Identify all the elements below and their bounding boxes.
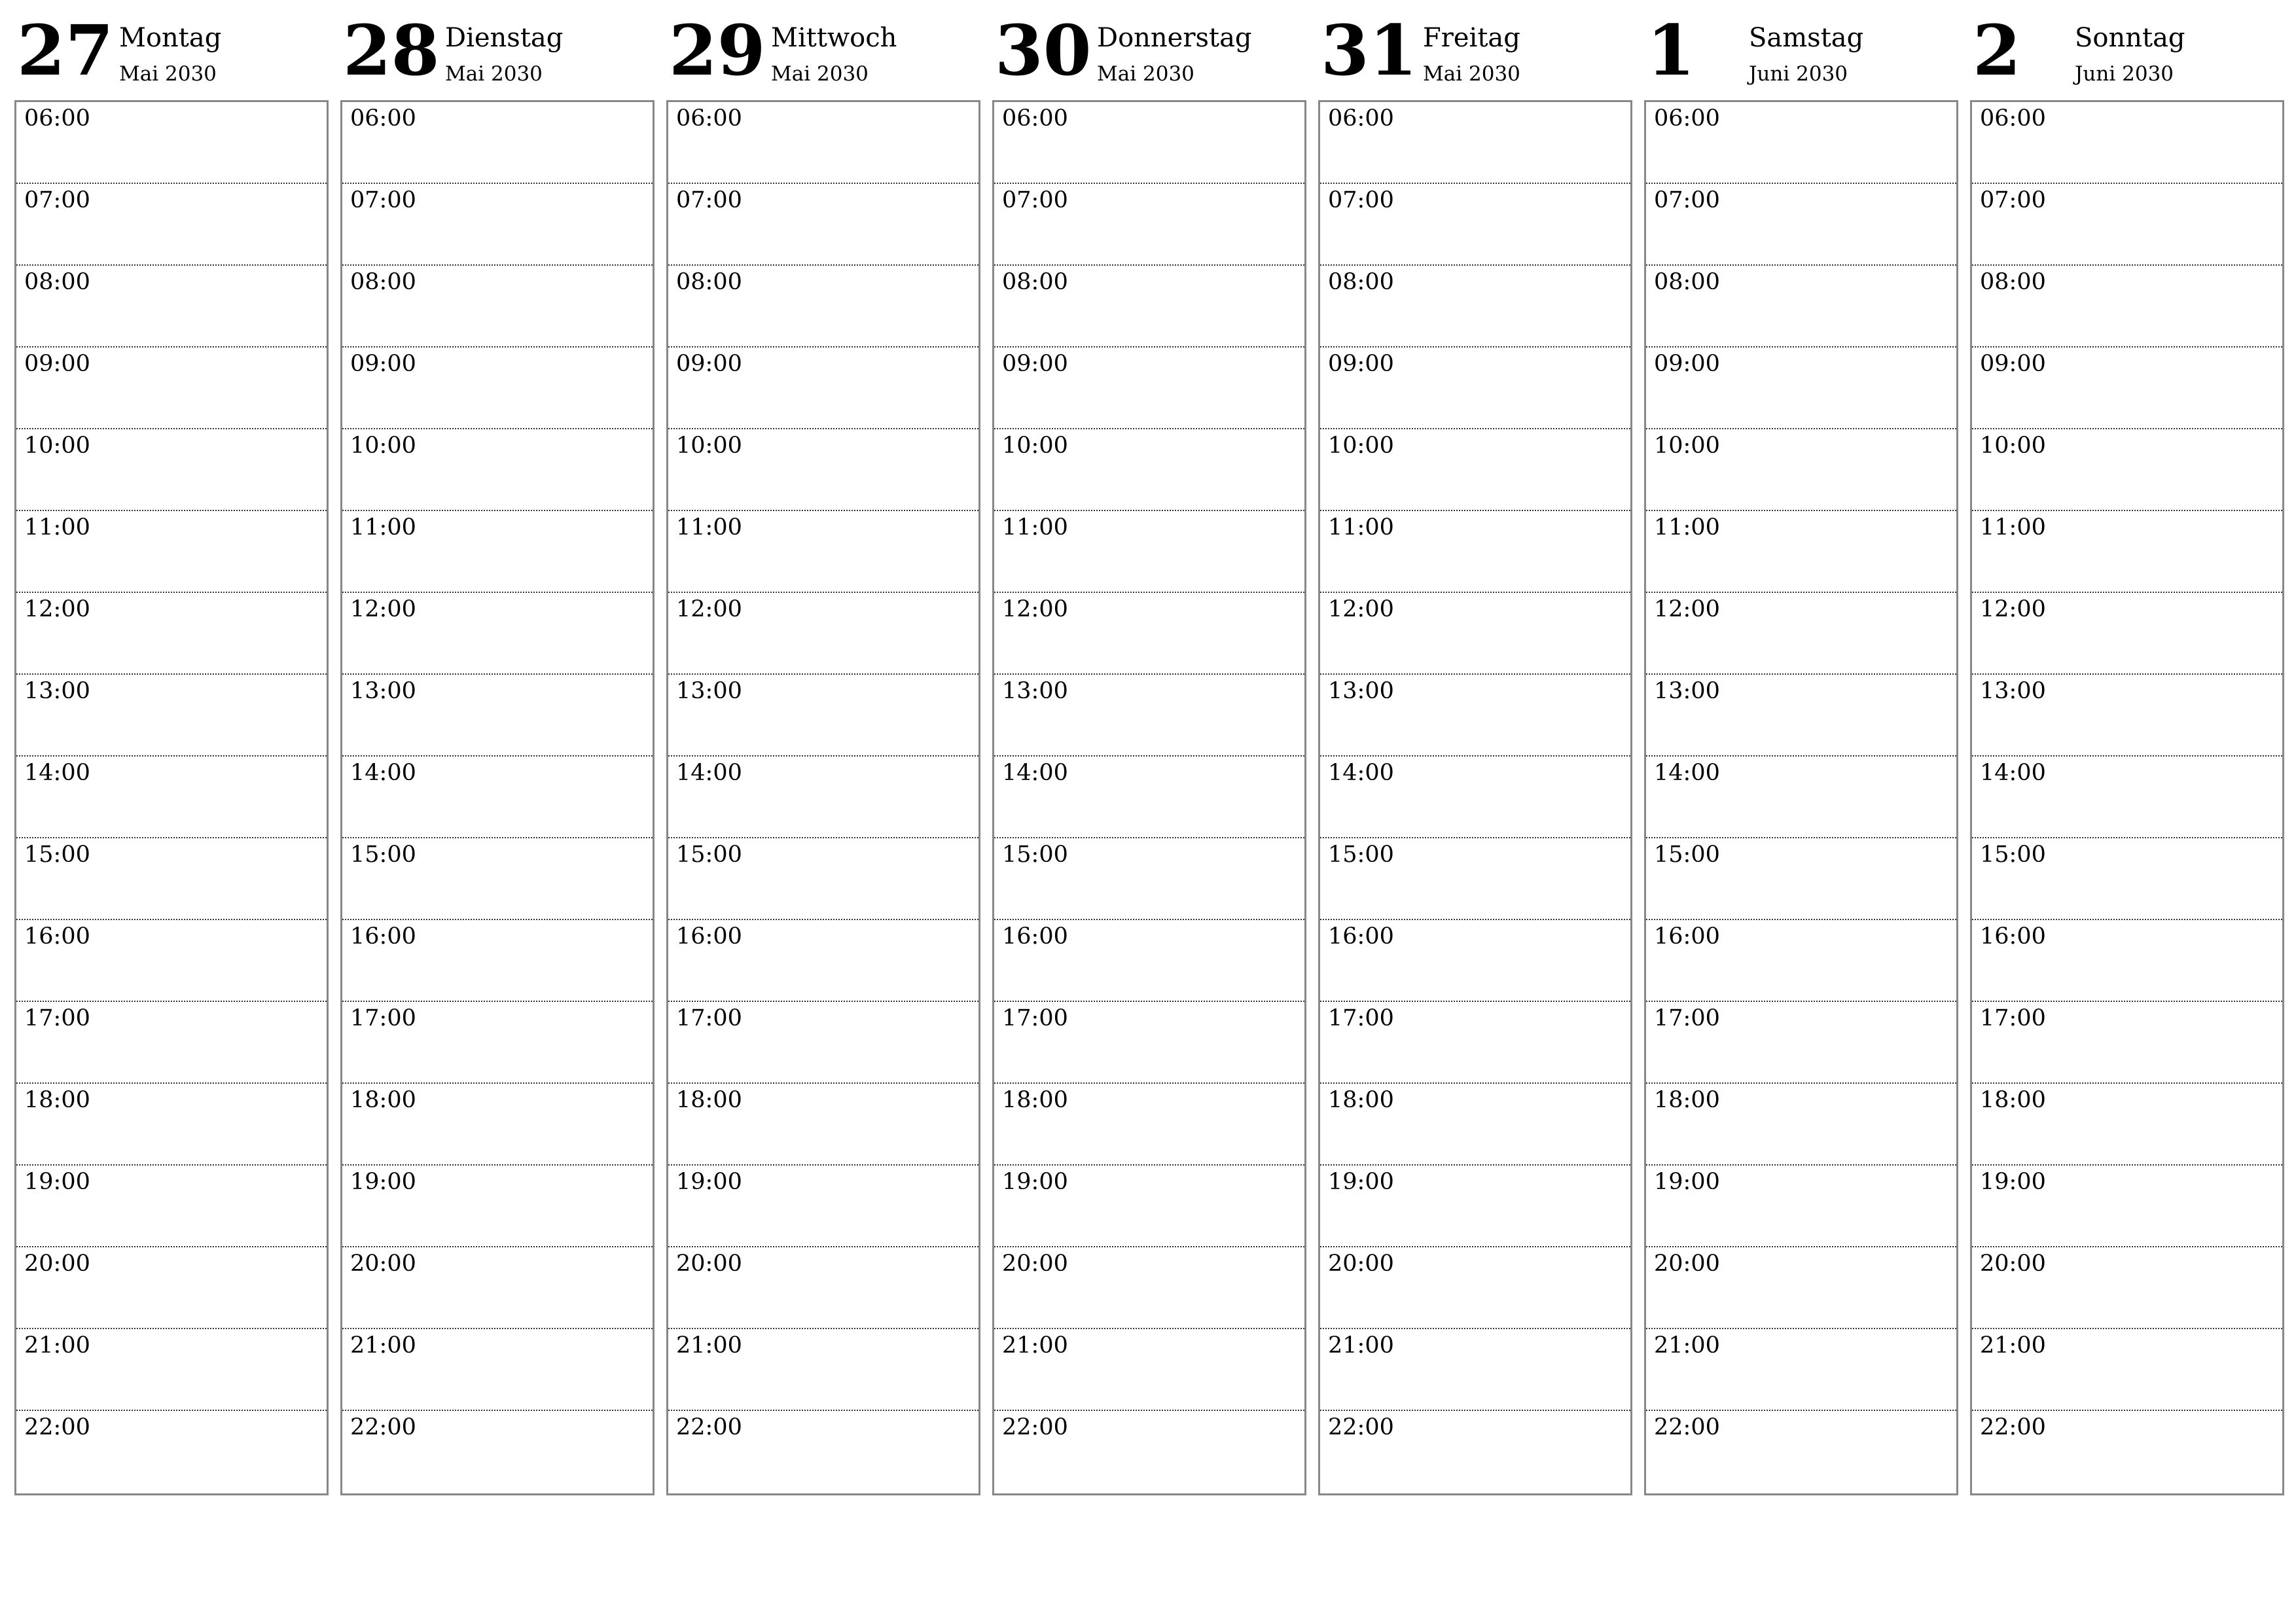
- time-slot[interactable]: [994, 1247, 1304, 1329]
- time-slot-label: 13:00: [350, 678, 416, 704]
- time-slot-label: 19:00: [1980, 1169, 2046, 1195]
- time-slot-label: 08:00: [350, 269, 416, 295]
- time-slot[interactable]: [668, 1329, 978, 1411]
- time-slot-label: 06:00: [24, 105, 90, 132]
- time-slot[interactable]: [16, 102, 327, 184]
- time-slot[interactable]: [16, 1002, 327, 1084]
- time-slot[interactable]: [994, 675, 1304, 757]
- day-number: 1: [1647, 9, 1695, 91]
- day-number: 28: [343, 9, 440, 91]
- time-slot-label: 21:00: [1980, 1332, 2046, 1359]
- time-slot[interactable]: [342, 1002, 653, 1084]
- time-slot[interactable]: [1646, 511, 1956, 593]
- time-slot[interactable]: [994, 511, 1304, 593]
- time-slot-label: 18:00: [1980, 1087, 2046, 1113]
- time-slot[interactable]: [1646, 184, 1956, 266]
- time-slot[interactable]: [1320, 348, 1630, 429]
- time-slot-label: 12:00: [676, 596, 742, 622]
- weekday-name: Freitag: [1423, 23, 1520, 53]
- time-slot-label: 15:00: [676, 842, 742, 868]
- time-slot[interactable]: [1972, 184, 2282, 266]
- time-slot[interactable]: [16, 1329, 327, 1411]
- time-slot[interactable]: [1320, 511, 1630, 593]
- time-slot-label: 15:00: [1654, 842, 1720, 868]
- time-slot-label: 17:00: [1328, 1005, 1394, 1031]
- weekday-name: Montag: [119, 23, 222, 53]
- time-slot[interactable]: [668, 429, 978, 511]
- time-slot-label: 12:00: [24, 596, 90, 622]
- time-slot[interactable]: [1972, 675, 2282, 757]
- time-slot-label: 14:00: [24, 760, 90, 786]
- time-slot-label: 11:00: [350, 514, 416, 541]
- time-slot-label: 10:00: [24, 433, 90, 459]
- time-slot-label: 07:00: [1654, 187, 1720, 213]
- time-slot-label: 20:00: [676, 1251, 742, 1277]
- time-slot-label: 12:00: [1654, 596, 1720, 622]
- time-slot[interactable]: [994, 184, 1304, 266]
- time-slot[interactable]: [1646, 102, 1956, 184]
- time-slot[interactable]: [668, 757, 978, 838]
- time-slot[interactable]: [1320, 1002, 1630, 1084]
- time-slot-label: 17:00: [350, 1005, 416, 1031]
- time-slot-label: 12:00: [1980, 596, 2046, 622]
- time-slot[interactable]: [1320, 675, 1630, 757]
- month-year: Mai 2030: [1423, 62, 1520, 86]
- time-slot[interactable]: [342, 757, 653, 838]
- time-slot-label: 22:00: [1328, 1414, 1394, 1440]
- time-slot-label: 08:00: [1980, 269, 2046, 295]
- time-slot-label: 21:00: [1654, 1332, 1720, 1359]
- time-slot[interactable]: [994, 266, 1304, 348]
- time-slot[interactable]: [1972, 266, 2282, 348]
- time-slot-label: 17:00: [1654, 1005, 1720, 1031]
- time-slot-label: 12:00: [1002, 596, 1068, 622]
- time-slot-label: 14:00: [350, 760, 416, 786]
- time-slot-box: [14, 100, 329, 1495]
- time-slot-label: 11:00: [1002, 514, 1068, 541]
- time-slot[interactable]: [342, 348, 653, 429]
- day-header: [1318, 0, 1632, 98]
- time-slot-label: 10:00: [1980, 433, 2046, 459]
- day-number: 27: [17, 9, 114, 91]
- time-slot[interactable]: [16, 184, 327, 266]
- time-slot[interactable]: [1972, 429, 2282, 511]
- time-slot-label: 10:00: [1654, 433, 1720, 459]
- time-slot-label: 20:00: [1980, 1251, 2046, 1277]
- time-slot-label: 20:00: [1654, 1251, 1720, 1277]
- time-slot[interactable]: [668, 1002, 978, 1084]
- month-year: Juni 2030: [2075, 62, 2174, 86]
- time-slot[interactable]: [994, 1084, 1304, 1166]
- time-slot[interactable]: [16, 348, 327, 429]
- time-slot-label: 14:00: [1654, 760, 1720, 786]
- time-slot-label: 11:00: [1654, 514, 1720, 541]
- time-slot[interactable]: [994, 102, 1304, 184]
- time-slot-label: 07:00: [676, 187, 742, 213]
- time-slot-label: 09:00: [1328, 351, 1394, 377]
- time-slot-label: 09:00: [1980, 351, 2046, 377]
- time-slot-label: 15:00: [1328, 842, 1394, 868]
- time-slot[interactable]: [1972, 1329, 2282, 1411]
- time-slot-label: 08:00: [676, 269, 742, 295]
- time-slot[interactable]: [16, 266, 327, 348]
- time-slot-label: 09:00: [1002, 351, 1068, 377]
- time-slot[interactable]: [668, 511, 978, 593]
- time-slot[interactable]: [1646, 1002, 1956, 1084]
- time-slot[interactable]: [668, 1084, 978, 1166]
- time-slot[interactable]: [668, 675, 978, 757]
- time-slot-label: 13:00: [1002, 678, 1068, 704]
- time-slot-label: 13:00: [1980, 678, 2046, 704]
- day-header: [992, 0, 1306, 98]
- time-slot[interactable]: [1320, 184, 1630, 266]
- time-slot[interactable]: [342, 511, 653, 593]
- time-slot-label: 10:00: [676, 433, 742, 459]
- time-slot[interactable]: [16, 757, 327, 838]
- time-slot[interactable]: [342, 1411, 653, 1493]
- month-year: Mai 2030: [771, 62, 869, 86]
- time-slot[interactable]: [668, 593, 978, 675]
- time-slot-label: 20:00: [350, 1251, 416, 1277]
- time-slot-label: 19:00: [1654, 1169, 1720, 1195]
- day-number: 2: [1973, 9, 2021, 91]
- weekday-name: Dienstag: [445, 23, 564, 53]
- time-slot[interactable]: [16, 593, 327, 675]
- time-slot-label: 17:00: [1980, 1005, 2046, 1031]
- time-slot-label: 19:00: [350, 1169, 416, 1195]
- time-slot[interactable]: [1972, 838, 2282, 920]
- time-slot[interactable]: [1972, 1084, 2282, 1166]
- time-slot[interactable]: [1972, 593, 2282, 675]
- time-slot-label: 09:00: [350, 351, 416, 377]
- time-slot[interactable]: [1320, 102, 1630, 184]
- time-slot-label: 16:00: [1654, 923, 1720, 950]
- time-slot[interactable]: [994, 920, 1304, 1002]
- time-slot[interactable]: [994, 1329, 1304, 1411]
- time-slot[interactable]: [668, 1166, 978, 1247]
- time-slot[interactable]: [1646, 429, 1956, 511]
- time-slot-label: 16:00: [1980, 923, 2046, 950]
- time-slot-label: 08:00: [1328, 269, 1394, 295]
- time-slot-label: 16:00: [1328, 923, 1394, 950]
- time-slot-label: 17:00: [676, 1005, 742, 1031]
- time-slot-label: 17:00: [24, 1005, 90, 1031]
- weekday-name: Samstag: [1749, 23, 1864, 53]
- time-slot[interactable]: [342, 266, 653, 348]
- time-slot[interactable]: [994, 1002, 1304, 1084]
- time-slot-label: 18:00: [676, 1087, 742, 1113]
- day-header: [1644, 0, 1958, 98]
- time-slot[interactable]: [342, 184, 653, 266]
- time-slot-label: 21:00: [1002, 1332, 1068, 1359]
- time-slot-label: 13:00: [676, 678, 742, 704]
- time-slot[interactable]: [1320, 757, 1630, 838]
- time-slot[interactable]: [1972, 511, 2282, 593]
- time-slot[interactable]: [994, 757, 1304, 838]
- time-slot[interactable]: [342, 838, 653, 920]
- time-slot-label: 06:00: [1654, 105, 1720, 132]
- time-slot[interactable]: [342, 920, 653, 1002]
- time-slot[interactable]: [1646, 675, 1956, 757]
- time-slot-label: 22:00: [1002, 1414, 1068, 1440]
- time-slot-label: 19:00: [1328, 1169, 1394, 1195]
- time-slot-label: 14:00: [676, 760, 742, 786]
- time-slot[interactable]: [16, 429, 327, 511]
- time-slot-label: 20:00: [1328, 1251, 1394, 1277]
- time-slot-label: 16:00: [350, 923, 416, 950]
- time-slot-label: 10:00: [350, 433, 416, 459]
- time-slot[interactable]: [668, 184, 978, 266]
- time-slot[interactable]: [994, 1166, 1304, 1247]
- time-slot-label: 18:00: [350, 1087, 416, 1113]
- time-slot-box: [992, 100, 1306, 1495]
- time-slot-label: 19:00: [676, 1169, 742, 1195]
- time-slot[interactable]: [668, 838, 978, 920]
- time-slot[interactable]: [1320, 920, 1630, 1002]
- time-slot-label: 06:00: [350, 105, 416, 132]
- time-slot[interactable]: [16, 1166, 327, 1247]
- time-slot-label: 07:00: [1980, 187, 2046, 213]
- time-slot[interactable]: [1320, 593, 1630, 675]
- time-slot[interactable]: [668, 348, 978, 429]
- time-slot-label: 06:00: [1002, 105, 1068, 132]
- time-slot-label: 17:00: [1002, 1005, 1068, 1031]
- time-slot-label: 06:00: [1328, 105, 1394, 132]
- time-slot-label: 08:00: [1002, 269, 1068, 295]
- time-slot-label: 22:00: [350, 1414, 416, 1440]
- time-slot-label: 09:00: [24, 351, 90, 377]
- day-header: [14, 0, 329, 98]
- day-number: 31: [1321, 9, 1418, 91]
- weekday-name: Mittwoch: [771, 23, 897, 53]
- time-slot-label: 12:00: [350, 596, 416, 622]
- time-slot[interactable]: [668, 1247, 978, 1329]
- time-slot[interactable]: [1320, 1411, 1630, 1493]
- time-slot[interactable]: [1320, 1166, 1630, 1247]
- time-slot-label: 15:00: [1002, 842, 1068, 868]
- time-slot[interactable]: [1972, 1166, 2282, 1247]
- time-slot[interactable]: [994, 593, 1304, 675]
- weekday-name: Sonntag: [2075, 23, 2185, 53]
- time-slot-label: 08:00: [24, 269, 90, 295]
- time-slot-label: 16:00: [676, 923, 742, 950]
- time-slot[interactable]: [1972, 1247, 2282, 1329]
- time-slot-label: 09:00: [1654, 351, 1720, 377]
- time-slot[interactable]: [994, 348, 1304, 429]
- time-slot[interactable]: [1972, 1411, 2282, 1493]
- time-slot[interactable]: [1646, 757, 1956, 838]
- time-slot-label: 10:00: [1002, 433, 1068, 459]
- day-header: [1970, 0, 2284, 98]
- time-slot-label: 13:00: [1654, 678, 1720, 704]
- time-slot-label: 20:00: [24, 1251, 90, 1277]
- time-slot-label: 22:00: [676, 1414, 742, 1440]
- time-slot[interactable]: [16, 511, 327, 593]
- time-slot[interactable]: [994, 429, 1304, 511]
- time-slot-label: 11:00: [1328, 514, 1394, 541]
- time-slot[interactable]: [1646, 348, 1956, 429]
- time-slot[interactable]: [342, 1166, 653, 1247]
- time-slot-label: 15:00: [24, 842, 90, 868]
- time-slot-label: 06:00: [1980, 105, 2046, 132]
- month-year: Juni 2030: [1749, 62, 1848, 86]
- time-slot-label: 09:00: [676, 351, 742, 377]
- time-slot-label: 21:00: [24, 1332, 90, 1359]
- time-slot-label: 21:00: [676, 1332, 742, 1359]
- time-slot[interactable]: [1320, 266, 1630, 348]
- time-slot[interactable]: [1320, 838, 1630, 920]
- time-slot[interactable]: [1646, 1247, 1956, 1329]
- time-slot-label: 14:00: [1002, 760, 1068, 786]
- time-slot-label: 16:00: [24, 923, 90, 950]
- time-slot-label: 11:00: [1980, 514, 2046, 541]
- time-slot[interactable]: [1646, 593, 1956, 675]
- time-slot[interactable]: [1972, 757, 2282, 838]
- time-slot[interactable]: [1320, 1329, 1630, 1411]
- time-slot-label: 19:00: [24, 1169, 90, 1195]
- time-slot-label: 21:00: [1328, 1332, 1394, 1359]
- time-slot[interactable]: [668, 920, 978, 1002]
- time-slot-label: 12:00: [1328, 596, 1394, 622]
- time-slot[interactable]: [1972, 348, 2282, 429]
- time-slot-label: 19:00: [1002, 1169, 1068, 1195]
- time-slot[interactable]: [16, 838, 327, 920]
- time-slot-label: 08:00: [1654, 269, 1720, 295]
- time-slot-label: 11:00: [676, 514, 742, 541]
- time-slot-label: 22:00: [1980, 1414, 2046, 1440]
- time-slot-label: 15:00: [1980, 842, 2046, 868]
- time-slot[interactable]: [1972, 920, 2282, 1002]
- time-slot[interactable]: [1320, 1247, 1630, 1329]
- time-slot-label: 06:00: [676, 105, 742, 132]
- time-slot[interactable]: [1972, 1002, 2282, 1084]
- time-slot-label: 18:00: [24, 1087, 90, 1113]
- month-year: Mai 2030: [445, 62, 543, 86]
- time-slot-label: 18:00: [1654, 1087, 1720, 1113]
- time-slot-label: 22:00: [24, 1414, 90, 1440]
- time-slot[interactable]: [342, 1247, 653, 1329]
- day-header: [340, 0, 655, 98]
- time-slot[interactable]: [668, 266, 978, 348]
- day-number: 30: [995, 9, 1092, 91]
- time-slot[interactable]: [994, 838, 1304, 920]
- time-slot-label: 20:00: [1002, 1251, 1068, 1277]
- time-slot[interactable]: [1320, 429, 1630, 511]
- time-slot-box: [1970, 100, 2284, 1495]
- time-slot[interactable]: [1646, 838, 1956, 920]
- time-slot[interactable]: [1320, 1084, 1630, 1166]
- time-slot[interactable]: [342, 102, 653, 184]
- time-slot[interactable]: [16, 1247, 327, 1329]
- time-slot-label: 22:00: [1654, 1414, 1720, 1440]
- time-slot[interactable]: [1646, 1084, 1956, 1166]
- time-slot-label: 14:00: [1980, 760, 2046, 786]
- time-slot-box: [1318, 100, 1632, 1495]
- time-slot-label: 07:00: [350, 187, 416, 213]
- time-slot-label: 15:00: [350, 842, 416, 868]
- time-slot[interactable]: [1646, 920, 1956, 1002]
- time-slot[interactable]: [1646, 1411, 1956, 1493]
- month-year: Mai 2030: [1097, 62, 1194, 86]
- time-slot[interactable]: [1972, 102, 2282, 184]
- time-slot[interactable]: [342, 675, 653, 757]
- time-slot[interactable]: [16, 920, 327, 1002]
- time-slot[interactable]: [342, 1329, 653, 1411]
- time-slot[interactable]: [668, 1411, 978, 1493]
- time-slot-box: [1644, 100, 1958, 1495]
- time-slot-label: 07:00: [1328, 187, 1394, 213]
- time-slot[interactable]: [1646, 1166, 1956, 1247]
- time-slot[interactable]: [16, 675, 327, 757]
- time-slot-label: 16:00: [1002, 923, 1068, 950]
- time-slot[interactable]: [342, 1084, 653, 1166]
- time-slot-label: 18:00: [1328, 1087, 1394, 1113]
- day-header: [666, 0, 980, 98]
- time-slot-box: [340, 100, 655, 1495]
- time-slot[interactable]: [16, 1084, 327, 1166]
- weekday-name: Donnerstag: [1097, 23, 1252, 53]
- time-slot-label: 07:00: [1002, 187, 1068, 213]
- time-slot-box: [666, 100, 980, 1495]
- time-slot-label: 10:00: [1328, 433, 1394, 459]
- time-slot-label: 13:00: [1328, 678, 1394, 704]
- day-number: 29: [669, 9, 766, 91]
- time-slot[interactable]: [668, 102, 978, 184]
- time-slot-label: 21:00: [350, 1332, 416, 1359]
- time-slot[interactable]: [342, 429, 653, 511]
- time-slot[interactable]: [1646, 266, 1956, 348]
- time-slot[interactable]: [994, 1411, 1304, 1493]
- time-slot-label: 11:00: [24, 514, 90, 541]
- time-slot[interactable]: [1646, 1329, 1956, 1411]
- time-slot-label: 18:00: [1002, 1087, 1068, 1113]
- time-slot[interactable]: [16, 1411, 327, 1493]
- month-year: Mai 2030: [119, 62, 217, 86]
- time-slot-label: 14:00: [1328, 760, 1394, 786]
- time-slot-label: 07:00: [24, 187, 90, 213]
- time-slot[interactable]: [342, 593, 653, 675]
- time-slot-label: 13:00: [24, 678, 90, 704]
